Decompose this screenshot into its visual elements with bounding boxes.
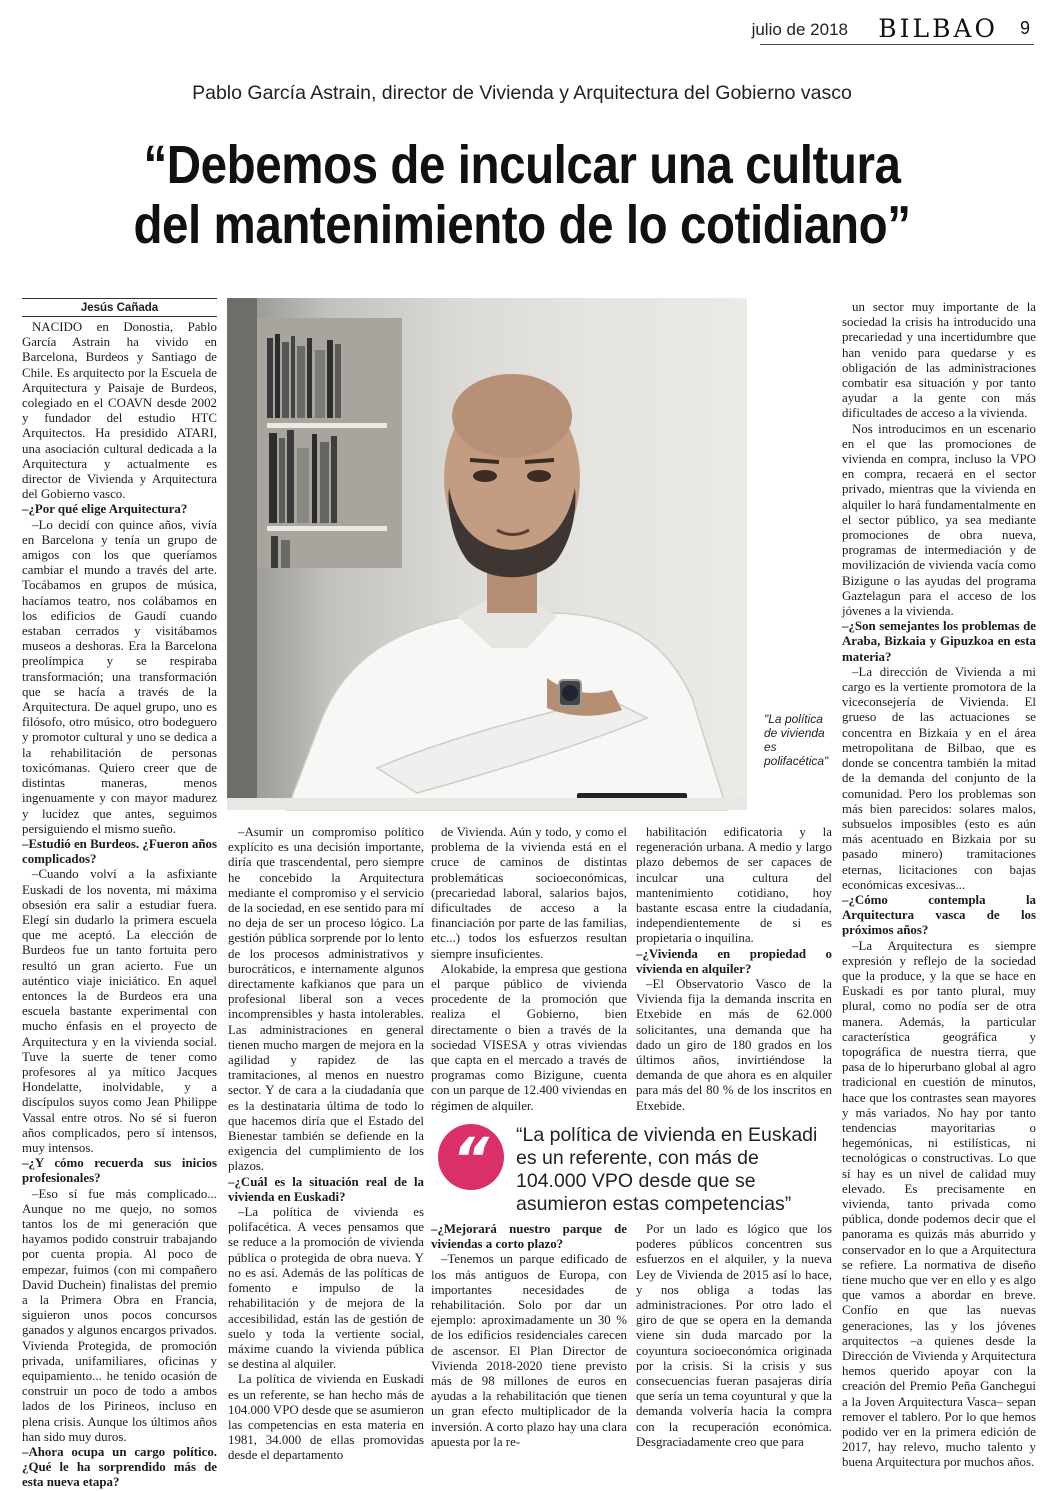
body-paragraph: –Asumir un compromiso político explícito es una decisión importante, diría que trascendental, pero siempre he concebido la Arquitectura mediante el compromiso y el servicio de la sociedad, en ese sentido para mí no deja de ser un proceso lógico. La gestión pública sorprende por lo lento de los procesos administrativos y burocráticos, e internamente algunos directamente kafkianos que para un profesional liberal son a veces incomprensibles y hasta intolerables. Las administraciones en general tienen mucho margen de mejora en la agilidad y rapidez de las tramitaciones, al menos en nuestro sector. Y de cara a la ciudadanía que es la destinataria última de todo lo que hacemos diría que el Estado del Bienestar también se defiende en la exigencia del cumplimiento de los plazos. [228,825,424,1174]
body-paragraph: –Cuando volví a la asfixiante Euskadi de los noventa, mi máxima obsesión era salir a estudiar fuera. Elegí sin dudarlo la primera escuela que me aceptó. La elección de Burdeos fue un tanto fortuita pero resultó un gran acierto. Fue un auténtico viaje iniciático. En aquel entonces la de Burdeos era una escuela bastante experimental con mucho énfasis en el proyecto de Arquitectura y en la vivienda social. Tuve la suerte de tener como profesores al ya mítico Jacques Hondelatte, inolvidable, y a discípulos suyos como Jean Philippe Vassal entre otros. No sé si fueron años complicados, pero sí intensos, muy intensos. [22,867,217,1155]
photo-caption: "La política de vivienda es polifacética" [764,712,829,768]
interview-question: –¿Y cómo recuerda sus inicios profesionales? [22,1156,217,1186]
issue-date: julio de 2018 [751,20,848,39]
publication-name: BILBAO [878,14,998,43]
interview-question: –Ahora ocupa un cargo político. ¿Qué le ha sorprendido más de esta nueva etapa? [22,1445,217,1490]
text-column-1 [22,320,217,1490]
interview-question: –¿Cuál es la situación real de la vivienda en Euskadi? [228,1174,424,1204]
headline-line-1: “Debemos de inculcar una cultura [143,135,901,195]
interview-question: –Estudió en Burdeos. ¿Fueron años complicados? [22,836,217,867]
body-paragraph: La política de vivienda en Euskadi es un referente, se han hecho más de 104.000 VPO desde que se asumieron las competencias en esta materia en 1981, 34.000 de ellas promovidas desde el departamento [228,1372,424,1463]
interview-question: –¿Por qué elige Arquitectura? [22,502,188,517]
interview-question: –¿Son semejantes los problemas de Araba, Bizkaia y Gipuzkoa en esta materia? [842,619,1036,664]
body-paragraph: –Eso sí fue más complicado... Aunque no me quejo, no somos tantos los de mi generación que hayamos podido construir trabajando por cuenta propia. Al poco de empezar, fuimos (con mi compañero David Duchein) finalistas del premio a la Primera Obra en Francia, siguieron unos pocos concursos ganados y algunos encargos privados. Vivienda Protegida, de promoción privada, unifamiliares, oficinas y equipamiento... he tenido ocasión de construir un poco de todo a ambos lados de los Pirineos, incluso en plena crisis. Aunque los últimos años han sido muy duros. [22,1186,217,1444]
body-paragraph: NACIDO en Donostia, Pablo García Astrain ha vivido en Barcelona, Burdeos y Santiago de Chile. Es arquitecto por la Escuela de Arquitectura y Paisaje de Burdeos, colegiado en el COAVN desde 2002 y fundador del estudio HTC Arquitectos. Ha presidido ATARI, una asociación cultural dedicada a la Arquitectura y actualmente es director de Vivienda y Arquitectura del Gobierno vasco. [22,320,217,502]
body-paragraph: Alokabide, la empresa que gestiona el parque público de vivienda procedente de la promoción que realiza el Gobierno, bien directamente o bien a través de la sociedad VISESA y otras viviendas que capta en el mercado a través de programas como Bizigune, cuenta con un parque de 12.400 viviendas en régimen de alquiler. [431,961,627,1113]
text-column-5 [842,300,1036,1470]
quote-icon: “ [438,1124,504,1190]
text-column-3 [431,825,627,1125]
text-column-4-lower [636,1222,832,1455]
body-paragraph: Nos introducimos en un escenario en el que las promociones de vivienda en compra, incluso la VPO en compra, recaerá en el sector privado, mientras que la vivienda en alquiler lo hará fundamentalmente en el sector público, ya sea mediante promociones de obra nueva, programas de intermediación y de movilización de vivienda vacía como Bizigune o las ayudas del programa Gaztelagun para el acceso de los jóvenes a la vivienda. [842,421,1036,619]
body-paragraph: habilitación edificatoria y la regeneración urbana. A medio y largo plazo debemos de ser capaces de inculcar una cultura del mantenimiento cotidiano, hoy bastante escasa entre la ciudadanía, independientemente de si es propietaria o inquilina. [636,825,832,946]
body-paragraph: –La Arquitectura es siempre expresión y reflejo de la sociedad que la produce, y la que se hace en Euskadi es por tanto plural, muy plural, como no podía ser de otra manera. Además, la particular característica geográfica y topográfica de nuestra tierra, que pasa de lo hiperurbano global al agro tradicional en cuestión de minutos, hace que los contrastes sean mayores y más variados. No hay por tanto tendencias mayoritarias o hegemónicas, ni estilísticas, ni tecnológicas o constructivas. Lo que sí hay es un nivel de calidad muy elevado. Es precisamente en vivienda, tanto privada como pública, donde podemos decir que el panorama es quizás más aburrido y conservador en lo que a Arquitectura se refiere. La normativa de diseño tiene mucho que ver en ello y es algo que vamos a abordar en breve. Confío en que las nuevas generaciones, las y los jóvenes arquitectos –a quienes desde la Dirección de Vivienda y Arquitectura hemos querido apoyar con la creación del Premio Peña Ganchegui a la Joven Arquitectura Vasca– sepan remover el tablero. Por lo que hemos podido ver en la primera edición de 2017, hay relevo, mucho talento y buena Arquitectura por muchos años. [842,938,1036,1470]
body-paragraph: de Vivienda. Aún y todo, y como el problema de la vivienda está en el cruce de caminos de distintas problemáticas socioeconómicas, (precariedad laboral, salarios bajos, dificultades de acceso a la financiación por parte de las familias, etc...) todos los esfuerzos resultan siempre insuficientes. [431,825,627,961]
interview-question: –¿Mejorará nuestro parque de viviendas a corto plazo? [431,1222,627,1252]
text-column-3-lower [431,1222,627,1455]
header-rule [760,44,1034,45]
text-column-4 [636,825,832,1125]
article-headline [63,135,982,255]
portrait-illustration [227,298,747,810]
page-number: 9 [1019,18,1030,38]
body-paragraph: –La política de vivienda es polifacética. A veces pensamos que se reduce a la promoción de vivienda pública o protegida de obra nueva. Y no es así. Además de las políticas de fomento e impulso de la rehabilitación y de mejora de la accesibilidad, están las de gestión de suelo y toda la vertiente social, máxime cuando la vivienda pública se destina al alquiler. [228,1205,424,1372]
author-byline: Jesús Cañada [22,298,217,317]
interview-question: –¿Cómo contempla la Arquitectura vasca de los próximos años? [842,892,1036,938]
body-paragraph: –Lo decidí con quince años, vivía en Barcelona y tenía un grupo de amigos con los que queríamos cambiar el mundo a través del arte. Tocábamos en grupos de música, hacíamos teatro, nos colábamos en los edificios de Gaudí cuando estaban cerrados y visitábamos museos a deshoras. Era la Barcelona preolímpica y se respiraba transformación; una transformación que se hacía a través de la Arquitectura. De aquel grupo, uno es filósofo, otro músico, otro bodeguero y promotor cultural y uno se dedica a la rehabilitación de personas toxicómanas. Quiero creer que de distintas maneras, menos ingenuamente y con mayor madurez y lucidez que antes, seguimos persiguiendo el mismo sueño. [22,517,217,836]
headline-line-2: del mantenimiento de lo cotidiano” [133,195,911,255]
body-paragraph: –El Observatorio Vasco de la Vivienda fija la demanda inscrita en Etxebide en más de 62.000 solicitantes, una demanda que ha dado un giro de 180 grados en los últimos años, invirtiéndose la demanda de que ahora es en alquiler para más del 80 % de los inscritos en Etxebide. [636,977,832,1113]
body-paragraph: un sector muy importante de la sociedad la crisis ha introducido una precariedad y una incertidumbre que han venido para quedarse y es obligación de las administraciones combatir esa situación y por tanto ayudar a la gente con más dificultades de acceso a la vivienda. [842,300,1036,421]
article-kicker: Pablo García Astrain, director de Vivienda y Arquitectura del Gobierno vasco [192,82,852,104]
text-column-2 [228,825,424,1463]
portrait-photo [227,298,747,810]
pull-quote [430,1122,835,1214]
page-header [0,14,1044,44]
pull-quote-text: “La política de vivienda en Euskadi es un referente, con más de 104.000 VPO desde que se asumieron estas competencias” [516,1124,818,1215]
body-paragraph: –Tenemos un parque edificado de los más antiguos de Europa, con importantes necesidades de rehabilitación. Solo por dar un ejemplo: aproximadamente un 30 % de los edificios residenciales carecen de ascensor. El Plan Director de Vivienda 2018-2020 tiene previsto más de 98 millones de euros en ayudas a la rehabilitación que tienen un gran efecto multiplicador de la inversión. A corto plazo hay una clara apuesta por la re- [431,1252,627,1449]
interview-question: –¿Vivienda en propiedad o vivienda en alquiler? [636,946,832,976]
body-paragraph: Por un lado es lógico que los poderes públicos concentren sus esfuerzos en el alquiler, y la nueva Ley de Vivienda de 2015 así lo hace, y nos obliga a todas las administraciones. Por otro lado el giro de que se opera en la demanda viene sin duda marcado por la coyuntura socioeconómica originada por la crisis. Si la crisis y sus consecuencias fueran pasajeras diría que sería un tema coyuntural y que la demanda volvería hacia la compra con la recuperación económica. Desgraciadamente creo que para [636,1222,832,1449]
body-paragraph: –La dirección de Vivienda a mi cargo es la vertiente promotora de la viceconsejería de Vivienda. El grueso de las actuaciones se concentra en Bizkaia y en el área metropolitana de Bilbao, que es donde se concentra también la mitad de la demanda del conjunto de la comunidad. Pero los problemas son más bien parecidos: solares malos, subsuelos imposibles (esto es aún más acentuado en Bizkaia por su pasado minero) tramitaciones eternas, licitaciones con bajas económicas excesivas... [842,664,1036,892]
